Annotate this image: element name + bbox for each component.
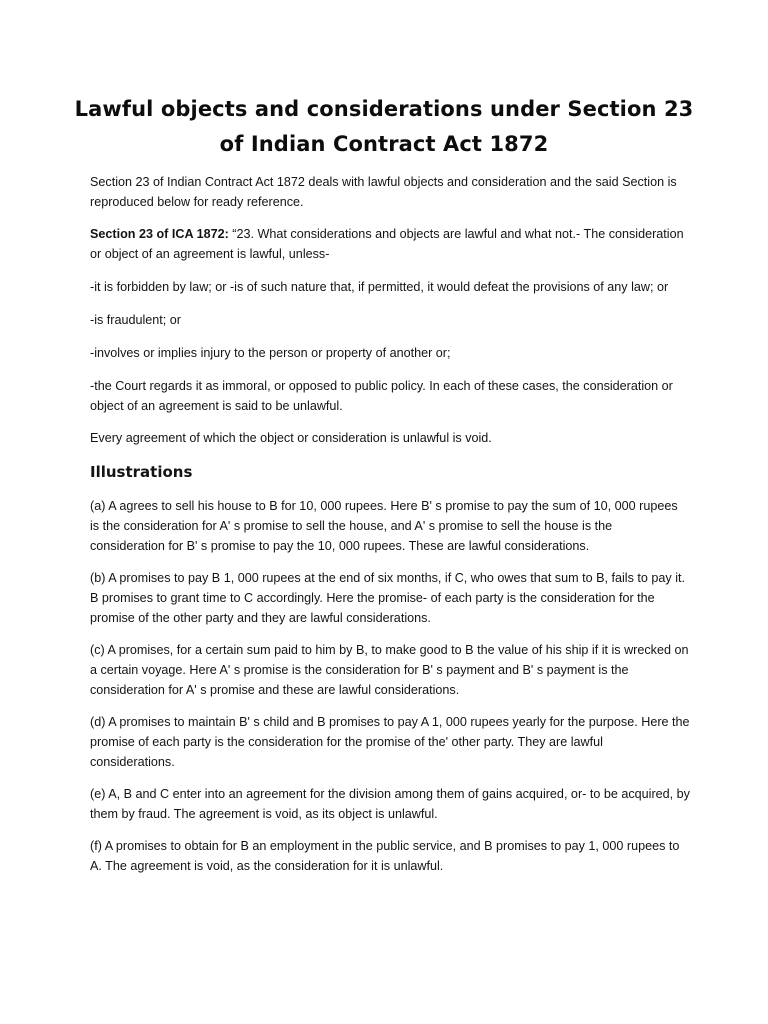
illustration-item: (d) A promises to maintain B' s child and B promises to pay A 1, 000 rupees yearly for the purpose. Here the promise of each party is the consideration for the promise of the' other party. They are lawful considerations. <box>90 715 690 769</box>
void-statement: Every agreement of which the object or consideration is unlawful is void. <box>90 431 492 445</box>
intro-paragraph: Section 23 of Indian Contract Act 1872 deals with lawful objects and consideration and the said Section is reproduced below for ready reference. <box>90 175 677 209</box>
section-label: Section 23 of ICA 1872: <box>90 227 229 241</box>
section-paragraph <box>90 224 690 264</box>
document-title <box>60 92 708 162</box>
title-line-1: Lawful objects and considerations under Section 23 <box>74 97 694 121</box>
illustrations-heading: Illustrations <box>90 463 193 481</box>
section-text: “23. What considerations and objects are lawful and what not.- The consideration or object of an agreement is lawful, unless- <box>90 227 684 261</box>
condition-item: -the Court regards it as immoral, or opposed to public policy. In each of these cases, the consideration or object of an agreement is said to be unlawful. <box>90 379 673 413</box>
document-body <box>90 172 690 888</box>
title-line-2: of Indian Contract Act 1872 <box>219 132 549 156</box>
illustration-item: (f) A promises to obtain for B an employment in the public service, and B promises to pay 1, 000 rupees to A. The agreement is void, as the consideration for it is unlawful. <box>90 839 680 873</box>
condition-item: -involves or implies injury to the person or property of another or; <box>90 346 451 360</box>
condition-item: -is fraudulent; or <box>90 313 181 327</box>
condition-item: -it is forbidden by law; or -is of such nature that, if permitted, it would defeat the provisions of any law; or <box>90 280 669 294</box>
illustration-item: (a) A agrees to sell his house to B for 10, 000 rupees. Here B' s promise to pay the sum of 10, 000 rupees is the consideration for A' s promise to sell the house, and A' s promise to sell the house is the consideration for B' s promise to pay the 10, 000 rupees. These are lawful considerations. <box>90 499 678 553</box>
illustration-item: (e) A, B and C enter into an agreement for the division among them of gains acquired, or- to be acquired, by them by fraud. The agreement is void, as its object is unlawful. <box>90 787 690 821</box>
illustration-item: (c) A promises, for a certain sum paid to him by B, to make good to B the value of his ship if it is wrecked on a certain voyage. Here A' s promise is the consideration for B' s payment and B' s payment is the consideration for A' s promise and these are lawful considerations. <box>90 643 689 697</box>
illustration-item: (b) A promises to pay B 1, 000 rupees at the end of six months, if C, who owes that sum to B, fails to pay it. B promises to grant time to C accordingly. Here the promise- of each party is the consideration for the promise of the other party and they are lawful considerations. <box>90 571 685 625</box>
